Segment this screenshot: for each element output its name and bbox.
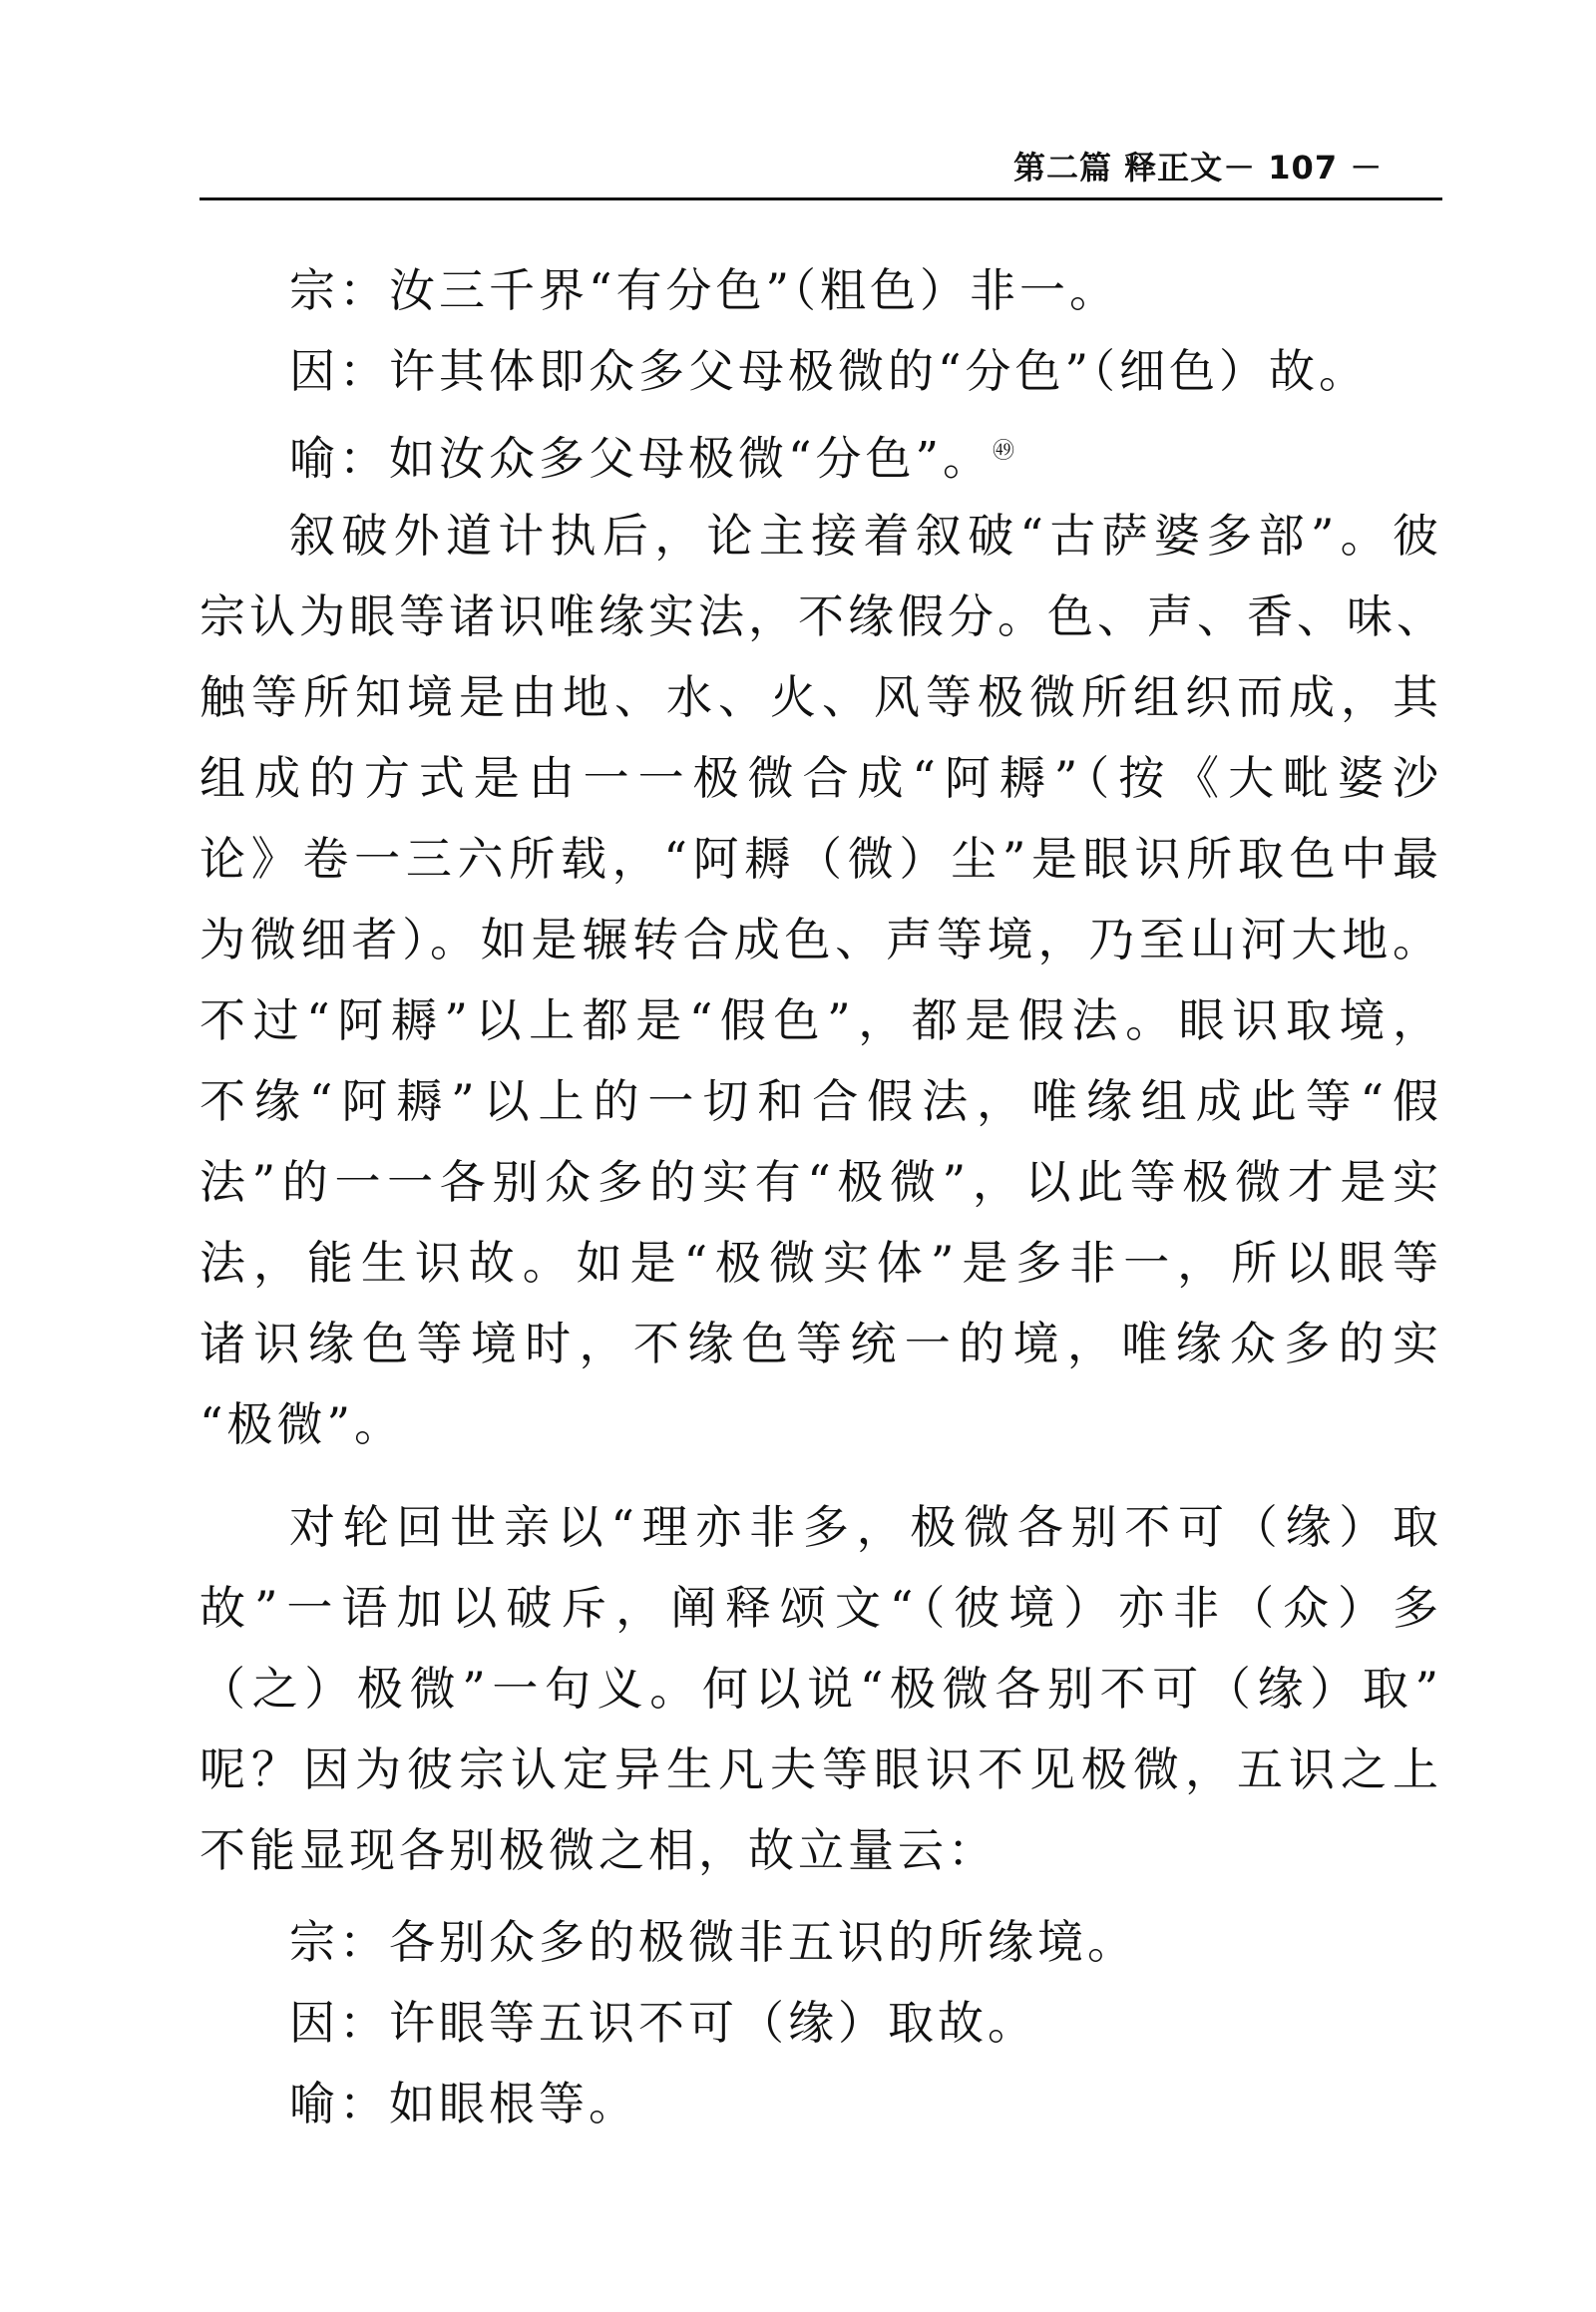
paragraph-line: 法，能生识故。如是“极微实体”是多非一，所以眼等 [200, 1236, 1442, 1290]
running-header: 第二篇 释正文－ 107 － [1013, 149, 1384, 187]
text-line: 因：许其体即众多父母极微的“分色”（细色）故。 [289, 344, 1370, 398]
text-line-body: 喻：如汝众多父母极微“分色”。 [289, 431, 994, 486]
text-line: 喻：如眼根等。 [289, 2077, 638, 2130]
text-line [289, 423, 1532, 487]
footnote-marker: ㊾ [993, 439, 1015, 464]
header-rule [200, 197, 1442, 200]
paragraph-line: 对轮回世亲以“理亦非多，极微各别不可（缘）取 [289, 1500, 1442, 1554]
paragraph-line: 呢？因为彼宗认定异生凡夫等眼识不见极微，五识之上 [200, 1742, 1442, 1796]
paragraph-line: 诸识缘色等境时，不缘色等统一的境，唯缘众多的实 [200, 1317, 1442, 1370]
paragraph-line: 组成的方式是由一一极微合成“阿耨”（按《大毗婆沙 [200, 751, 1442, 805]
paragraph-line: 故”一语加以破斥，阐释颂文“（彼境）亦非（众）多 [200, 1581, 1442, 1635]
paragraph-line: 不能显现各别极微之相，故立量云： [200, 1823, 998, 1877]
paragraph-line: 为微细者）。如是辗转合成色、声等境，乃至山河大地。 [200, 913, 1442, 966]
paragraph-line: 宗认为眼等诸识唯缘实法，不缘假分。色、声、香、味、 [200, 589, 1446, 643]
paragraph-line: （之）极微”一句义。何以说“极微各别不可（缘）取” [200, 1662, 1442, 1716]
paragraph-line: 论》卷一三六所载，“阿耨（微）尘”是眼识所取色中最 [200, 832, 1442, 886]
text-line: 因：许眼等五识不可（缘）取故。 [289, 1996, 1037, 2050]
text-line: 宗：各别众多的极微非五识的所缘境。 [289, 1915, 1137, 1969]
paragraph-line: 法”的一一各别众多的实有“极微”，以此等极微才是实 [200, 1155, 1442, 1209]
text-line: 宗：汝三千界“有分色”（粗色）非一。 [289, 263, 1120, 317]
paragraph-line: 叙破外道计执后，论主接着叙破“古萨婆多部”。彼 [289, 509, 1442, 563]
paragraph-line: 不过“阿耨”以上都是“假色”，都是假法。眼识取境， [200, 993, 1442, 1047]
paragraph-line: 触等所知境是由地、水、火、风等极微所组织而成，其 [200, 670, 1442, 724]
paragraph-line: 不缘“阿耨”以上的一切和合假法，唯缘组成此等“假 [200, 1074, 1442, 1128]
paragraph-line: “极微”。 [200, 1397, 405, 1451]
